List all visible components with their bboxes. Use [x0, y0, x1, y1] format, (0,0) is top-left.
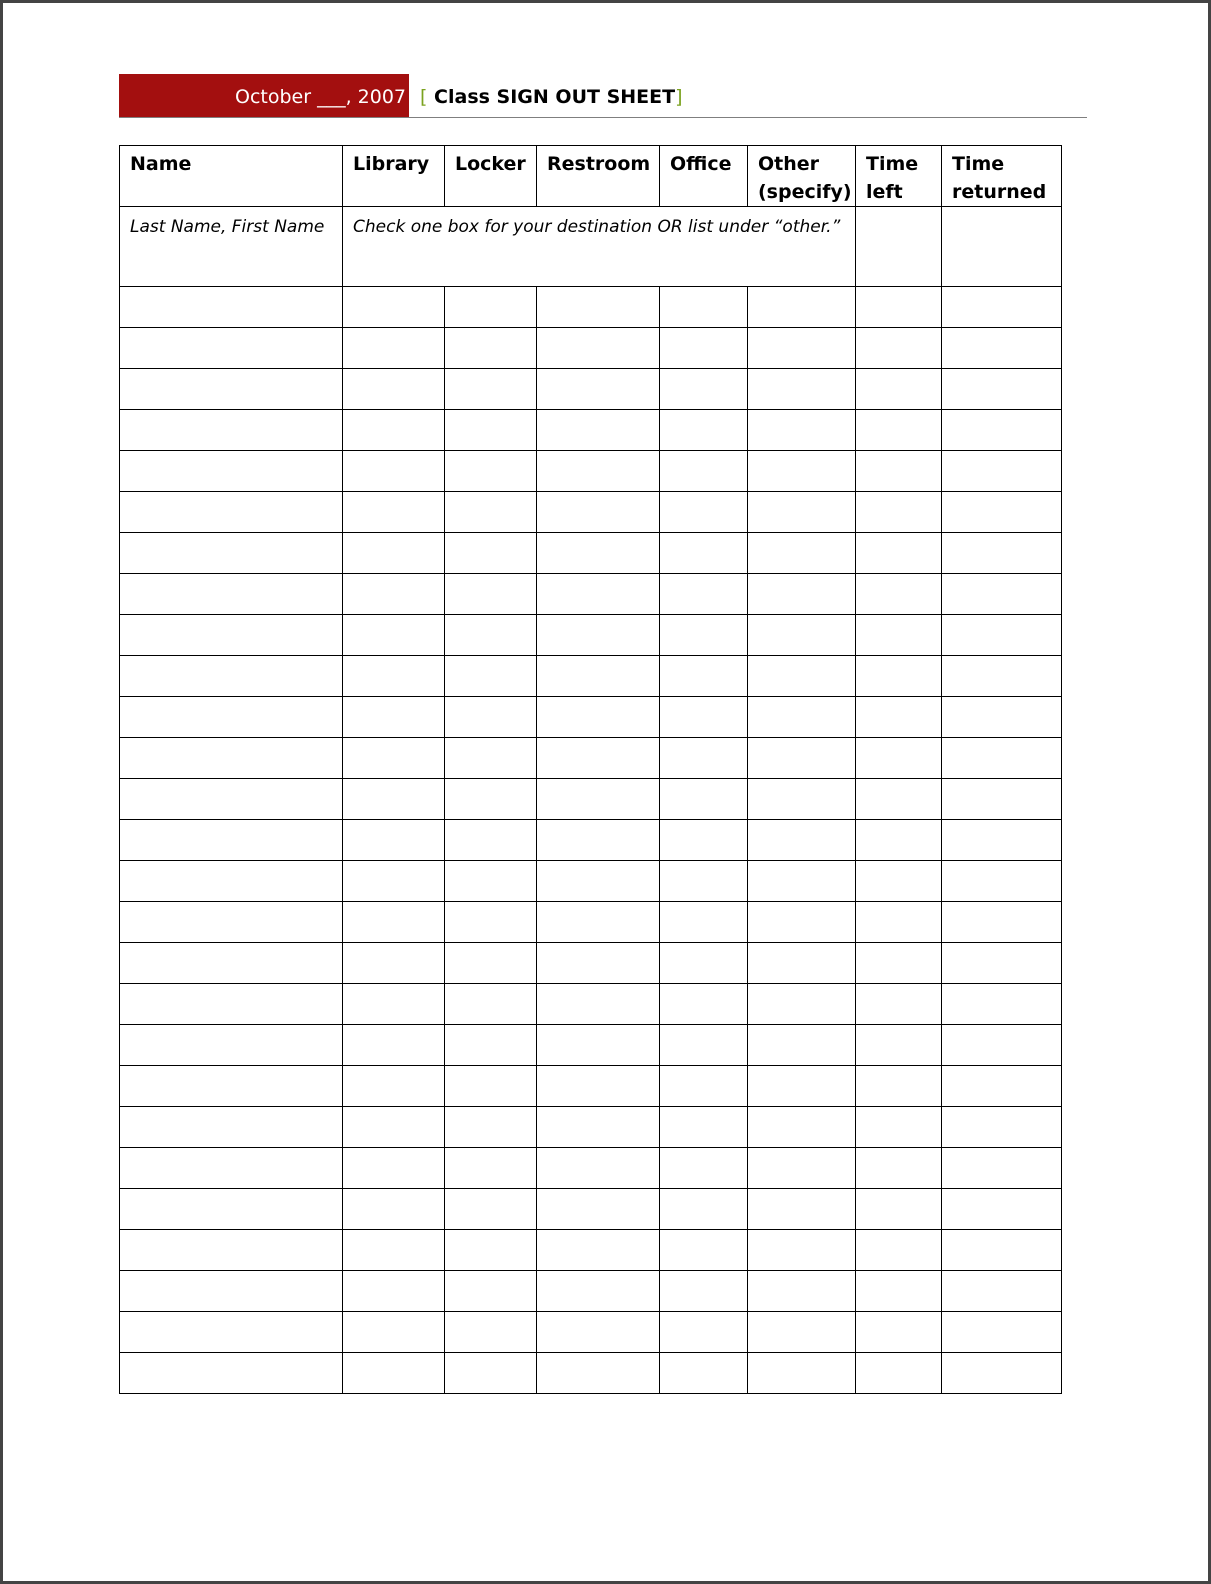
entry-cell-locker[interactable] — [445, 492, 537, 533]
entry-cell-name[interactable] — [120, 861, 343, 902]
table-row — [120, 615, 1062, 656]
entry-cell-time-returned[interactable] — [942, 533, 1062, 574]
entry-cell-library[interactable] — [343, 1271, 445, 1312]
entry-cell-time-left[interactable] — [856, 943, 942, 984]
table-row — [120, 943, 1062, 984]
entry-cell-restroom[interactable] — [537, 410, 660, 451]
entry-cell-time-returned[interactable] — [942, 492, 1062, 533]
entry-cell-name[interactable] — [120, 1271, 343, 1312]
entry-cell-other[interactable] — [748, 1271, 856, 1312]
entry-cell-office[interactable] — [660, 1271, 748, 1312]
entry-cell-restroom[interactable] — [537, 1312, 660, 1353]
entry-cell-time-left[interactable] — [856, 697, 942, 738]
entry-cell-locker[interactable] — [445, 369, 537, 410]
table-row — [120, 984, 1062, 1025]
entry-cell-time-returned[interactable] — [942, 410, 1062, 451]
entry-cell-locker[interactable] — [445, 1312, 537, 1353]
table-row — [120, 861, 1062, 902]
entry-cell-time-returned[interactable] — [942, 1353, 1062, 1394]
table-row — [120, 1148, 1062, 1189]
entry-cell-name[interactable] — [120, 738, 343, 779]
table-row — [120, 492, 1062, 533]
entry-cell-time-left[interactable] — [856, 533, 942, 574]
entry-cell-locker[interactable] — [445, 1189, 537, 1230]
entry-cell-time-left[interactable] — [856, 410, 942, 451]
entry-cell-locker[interactable] — [445, 287, 537, 328]
entry-cell-time-left[interactable] — [856, 779, 942, 820]
entry-cell-time-left[interactable] — [856, 984, 942, 1025]
entry-cell-restroom[interactable] — [537, 492, 660, 533]
entry-cell-restroom[interactable] — [537, 697, 660, 738]
entry-cell-time-returned[interactable] — [942, 287, 1062, 328]
entry-cell-time-returned[interactable] — [942, 902, 1062, 943]
entry-cell-other[interactable] — [748, 1189, 856, 1230]
entry-cell-locker[interactable] — [445, 779, 537, 820]
entry-cell-time-left[interactable] — [856, 738, 942, 779]
entry-cell-other[interactable] — [748, 1025, 856, 1066]
entry-cell-time-left[interactable] — [856, 1230, 942, 1271]
entry-cell-library[interactable] — [343, 369, 445, 410]
entry-cell-library[interactable] — [343, 1148, 445, 1189]
entry-cell-time-left[interactable] — [856, 1148, 942, 1189]
entry-cell-time-returned[interactable] — [942, 615, 1062, 656]
entry-cell-locker[interactable] — [445, 984, 537, 1025]
entry-cell-library[interactable] — [343, 1107, 445, 1148]
entry-cell-locker[interactable] — [445, 1148, 537, 1189]
entry-cell-office[interactable] — [660, 1312, 748, 1353]
entry-cell-name[interactable] — [120, 533, 343, 574]
entry-cell-locker[interactable] — [445, 1066, 537, 1107]
entry-cell-library[interactable] — [343, 328, 445, 369]
table-row — [120, 1066, 1062, 1107]
column-header-time-returned: Time returned — [942, 146, 1062, 207]
entry-cell-other[interactable] — [748, 943, 856, 984]
table-row — [120, 697, 1062, 738]
entry-cell-restroom[interactable] — [537, 1353, 660, 1394]
table-row — [120, 902, 1062, 943]
entry-cell-time-returned[interactable] — [942, 861, 1062, 902]
entry-cell-time-returned[interactable] — [942, 779, 1062, 820]
entry-cell-time-returned[interactable] — [942, 656, 1062, 697]
table-row — [120, 779, 1062, 820]
entry-cell-office[interactable] — [660, 1025, 748, 1066]
entry-cell-locker[interactable] — [445, 1025, 537, 1066]
table-row — [120, 1353, 1062, 1394]
entry-cell-time-left[interactable] — [856, 574, 942, 615]
entry-cell-time-returned[interactable] — [942, 1189, 1062, 1230]
column-header-library: Library — [343, 146, 445, 207]
entry-cell-locker[interactable] — [445, 451, 537, 492]
entry-cell-other[interactable] — [748, 1312, 856, 1353]
entry-cell-other[interactable] — [748, 902, 856, 943]
entry-cell-name[interactable] — [120, 697, 343, 738]
entry-cell-other[interactable] — [748, 738, 856, 779]
entry-cell-name[interactable] — [120, 1107, 343, 1148]
table-row — [120, 1189, 1062, 1230]
name-format-hint: Last Name, First Name — [120, 207, 343, 287]
entry-cell-other[interactable] — [748, 861, 856, 902]
entry-cell-time-returned[interactable] — [942, 369, 1062, 410]
entry-cell-name[interactable] — [120, 410, 343, 451]
title-bracket-open: [ — [420, 86, 428, 108]
table-row — [120, 656, 1062, 697]
entry-cell-restroom[interactable] — [537, 369, 660, 410]
entry-cell-restroom[interactable] — [537, 1230, 660, 1271]
date-label: October ___, 2007 — [235, 86, 407, 108]
entry-cell-other[interactable] — [748, 1230, 856, 1271]
entry-cell-name[interactable] — [120, 656, 343, 697]
entry-cell-time-returned[interactable] — [942, 1148, 1062, 1189]
entry-cell-library[interactable] — [343, 1066, 445, 1107]
entry-cell-restroom[interactable] — [537, 1107, 660, 1148]
entry-cell-other[interactable] — [748, 328, 856, 369]
entry-cell-office[interactable] — [660, 1230, 748, 1271]
entry-cell-office[interactable] — [660, 902, 748, 943]
entry-cell-time-returned[interactable] — [942, 1107, 1062, 1148]
entry-cell-name[interactable] — [120, 1148, 343, 1189]
entry-cell-office[interactable] — [660, 1148, 748, 1189]
title-text: Class SIGN OUT SHEET — [427, 86, 676, 108]
entry-cell-restroom[interactable] — [537, 574, 660, 615]
entry-cell-locker[interactable] — [445, 1107, 537, 1148]
entry-cell-office[interactable] — [660, 1189, 748, 1230]
entry-cell-library[interactable] — [343, 615, 445, 656]
entry-cell-restroom[interactable] — [537, 328, 660, 369]
entry-cell-name[interactable] — [120, 779, 343, 820]
entry-cell-office[interactable] — [660, 738, 748, 779]
entry-cell-restroom[interactable] — [537, 656, 660, 697]
column-header-office: Office — [660, 146, 748, 207]
entry-cell-locker[interactable] — [445, 738, 537, 779]
entry-cell-office[interactable] — [660, 492, 748, 533]
destination-hint: Check one box for your destination OR list under “other.” — [343, 207, 856, 287]
entry-cell-library[interactable] — [343, 697, 445, 738]
entry-cell-other[interactable] — [748, 574, 856, 615]
entry-cell-other[interactable] — [748, 779, 856, 820]
table-row — [120, 533, 1062, 574]
entry-cell-time-left[interactable] — [856, 451, 942, 492]
entry-cell-library[interactable] — [343, 492, 445, 533]
table-row — [120, 1025, 1062, 1066]
entry-cell-office[interactable] — [660, 287, 748, 328]
sheet-title — [420, 81, 683, 113]
entry-cell-locker[interactable] — [445, 861, 537, 902]
entry-cell-locker[interactable] — [445, 328, 537, 369]
entry-cell-locker[interactable] — [445, 1353, 537, 1394]
entry-cell-time-left[interactable] — [856, 861, 942, 902]
entry-cell-other[interactable] — [748, 1353, 856, 1394]
entry-cell-other[interactable] — [748, 697, 856, 738]
entry-cell-library[interactable] — [343, 902, 445, 943]
entry-cell-time-left[interactable] — [856, 1066, 942, 1107]
entry-cell-time-returned[interactable] — [942, 1271, 1062, 1312]
entry-cell-restroom[interactable] — [537, 533, 660, 574]
entry-cell-locker[interactable] — [445, 1230, 537, 1271]
entry-cell-other[interactable] — [748, 615, 856, 656]
entry-cell-time-returned[interactable] — [942, 984, 1062, 1025]
entry-cell-name[interactable] — [120, 615, 343, 656]
entry-cell-restroom[interactable] — [537, 1271, 660, 1312]
entry-cell-locker[interactable] — [445, 410, 537, 451]
entry-cell-library[interactable] — [343, 1189, 445, 1230]
entry-cell-time-returned[interactable] — [942, 328, 1062, 369]
entry-cell-restroom[interactable] — [537, 820, 660, 861]
entry-cell-locker[interactable] — [445, 820, 537, 861]
entry-cell-time-left[interactable] — [856, 902, 942, 943]
entry-cell-library[interactable] — [343, 410, 445, 451]
table-row — [120, 1271, 1062, 1312]
entry-cell-time-left[interactable] — [856, 287, 942, 328]
table-row — [120, 410, 1062, 451]
entry-cell-library[interactable] — [343, 533, 445, 574]
entry-cell-name[interactable] — [120, 1312, 343, 1353]
entry-cell-office[interactable] — [660, 1353, 748, 1394]
title-bracket-close: ] — [675, 86, 683, 108]
entry-cell-restroom[interactable] — [537, 984, 660, 1025]
entry-cell-office[interactable] — [660, 1066, 748, 1107]
entry-cell-name[interactable] — [120, 369, 343, 410]
sign-out-table — [119, 145, 1062, 1394]
column-header-locker: Locker — [445, 146, 537, 207]
entry-cell-name[interactable] — [120, 820, 343, 861]
entry-cell-name[interactable] — [120, 984, 343, 1025]
entry-cell-restroom[interactable] — [537, 779, 660, 820]
entry-cell-restroom[interactable] — [537, 1066, 660, 1107]
entry-cell-office[interactable] — [660, 410, 748, 451]
entry-cell-library[interactable] — [343, 984, 445, 1025]
column-header-other: Other (specify) — [748, 146, 856, 207]
entry-cell-locker[interactable] — [445, 533, 537, 574]
entry-cell-time-returned[interactable] — [942, 574, 1062, 615]
entry-cell-time-returned[interactable] — [942, 451, 1062, 492]
entry-cell-time-returned[interactable] — [942, 1230, 1062, 1271]
entry-cell-restroom[interactable] — [537, 1025, 660, 1066]
entry-cell-time-left[interactable] — [856, 1353, 942, 1394]
entry-cell-office[interactable] — [660, 861, 748, 902]
entry-cell-time-left[interactable] — [856, 1189, 942, 1230]
entry-cell-name[interactable] — [120, 328, 343, 369]
entry-cell-library[interactable] — [343, 287, 445, 328]
entry-cell-office[interactable] — [660, 656, 748, 697]
entry-cell-other[interactable] — [748, 410, 856, 451]
entry-cell-name[interactable] — [120, 451, 343, 492]
table-row — [120, 820, 1062, 861]
entry-cell-locker[interactable] — [445, 615, 537, 656]
entry-cell-office[interactable] — [660, 697, 748, 738]
entry-cell-time-returned[interactable] — [942, 1025, 1062, 1066]
entry-cell-time-returned[interactable] — [942, 1066, 1062, 1107]
entry-cell-restroom[interactable] — [537, 287, 660, 328]
column-header-row — [120, 146, 1062, 207]
entry-cell-name[interactable] — [120, 1230, 343, 1271]
entry-cell-time-left[interactable] — [856, 656, 942, 697]
entry-cell-other[interactable] — [748, 369, 856, 410]
table-row — [120, 1230, 1062, 1271]
entry-cell-other[interactable] — [748, 656, 856, 697]
entry-cell-library[interactable] — [343, 1312, 445, 1353]
entry-cell-other[interactable] — [748, 1148, 856, 1189]
entry-cell-other[interactable] — [748, 533, 856, 574]
header-divider — [119, 117, 1087, 118]
table-row — [120, 574, 1062, 615]
date-banner — [119, 74, 409, 118]
entry-cell-time-left[interactable] — [856, 328, 942, 369]
entry-cell-name[interactable] — [120, 1189, 343, 1230]
entry-cell-time-returned[interactable] — [942, 820, 1062, 861]
entry-cell-locker[interactable] — [445, 697, 537, 738]
table-row — [120, 1107, 1062, 1148]
entry-cell-name[interactable] — [120, 943, 343, 984]
entry-cell-office[interactable] — [660, 820, 748, 861]
entry-cell-locker[interactable] — [445, 656, 537, 697]
entry-cell-locker[interactable] — [445, 1271, 537, 1312]
entry-cell-restroom[interactable] — [537, 943, 660, 984]
entry-cell-time-left[interactable] — [856, 1312, 942, 1353]
column-header-name: Name — [120, 146, 343, 207]
entry-cell-library[interactable] — [343, 656, 445, 697]
table-row — [120, 328, 1062, 369]
entry-cell-locker[interactable] — [445, 902, 537, 943]
entry-cell-time-left[interactable] — [856, 369, 942, 410]
entry-cell-other[interactable] — [748, 492, 856, 533]
entry-cell-restroom[interactable] — [537, 451, 660, 492]
entry-cell-office[interactable] — [660, 779, 748, 820]
entry-cell-restroom[interactable] — [537, 1148, 660, 1189]
entry-cell-restroom[interactable] — [537, 902, 660, 943]
table-row — [120, 287, 1062, 328]
entry-cell-time-left[interactable] — [856, 615, 942, 656]
entry-cell-time-returned[interactable] — [942, 738, 1062, 779]
column-header-restroom: Restroom — [537, 146, 660, 207]
entry-cell-name[interactable] — [120, 492, 343, 533]
entry-cell-library[interactable] — [343, 1353, 445, 1394]
entry-cell-library[interactable] — [343, 943, 445, 984]
table-row — [120, 1312, 1062, 1353]
entry-cell-other[interactable] — [748, 287, 856, 328]
entry-cell-other[interactable] — [748, 984, 856, 1025]
entry-cell-name[interactable] — [120, 1353, 343, 1394]
entry-cell-locker[interactable] — [445, 574, 537, 615]
signout-entries — [120, 287, 1062, 1394]
entry-cell-office[interactable] — [660, 451, 748, 492]
entry-cell-time-left[interactable] — [856, 820, 942, 861]
entry-cell-library[interactable] — [343, 1230, 445, 1271]
entry-cell-office[interactable] — [660, 943, 748, 984]
entry-cell-time-left[interactable] — [856, 492, 942, 533]
entry-cell-library[interactable] — [343, 1025, 445, 1066]
entry-cell-library[interactable] — [343, 738, 445, 779]
entry-cell-library[interactable] — [343, 574, 445, 615]
entry-cell-restroom[interactable] — [537, 738, 660, 779]
entry-cell-name[interactable] — [120, 1025, 343, 1066]
entry-cell-office[interactable] — [660, 1107, 748, 1148]
entry-cell-restroom[interactable] — [537, 615, 660, 656]
entry-cell-office[interactable] — [660, 369, 748, 410]
entry-cell-time-left[interactable] — [856, 1107, 942, 1148]
entry-cell-time-left[interactable] — [856, 1271, 942, 1312]
entry-cell-library[interactable] — [343, 779, 445, 820]
entry-cell-locker[interactable] — [445, 943, 537, 984]
column-header-time-left: Time left — [856, 146, 942, 207]
time-returned-cell[interactable] — [942, 207, 1062, 287]
entry-cell-time-returned[interactable] — [942, 697, 1062, 738]
entry-cell-library[interactable] — [343, 861, 445, 902]
entry-cell-office[interactable] — [660, 533, 748, 574]
table-row — [120, 738, 1062, 779]
entry-cell-library[interactable] — [343, 451, 445, 492]
entry-cell-other[interactable] — [748, 820, 856, 861]
entry-cell-other[interactable] — [748, 451, 856, 492]
entry-cell-office[interactable] — [660, 328, 748, 369]
entry-cell-office[interactable] — [660, 574, 748, 615]
entry-cell-other[interactable] — [748, 1066, 856, 1107]
entry-cell-office[interactable] — [660, 984, 748, 1025]
time-left-cell[interactable] — [856, 207, 942, 287]
entry-cell-restroom[interactable] — [537, 861, 660, 902]
entry-cell-restroom[interactable] — [537, 1189, 660, 1230]
entry-cell-name[interactable] — [120, 902, 343, 943]
entry-cell-name[interactable] — [120, 287, 343, 328]
table-row — [120, 369, 1062, 410]
entry-cell-time-returned[interactable] — [942, 943, 1062, 984]
entry-cell-other[interactable] — [748, 1107, 856, 1148]
instruction-row — [120, 207, 1062, 287]
entry-cell-time-left[interactable] — [856, 1025, 942, 1066]
entry-cell-time-returned[interactable] — [942, 1312, 1062, 1353]
entry-cell-office[interactable] — [660, 615, 748, 656]
entry-cell-name[interactable] — [120, 1066, 343, 1107]
table-row — [120, 451, 1062, 492]
entry-cell-library[interactable] — [343, 820, 445, 861]
entry-cell-name[interactable] — [120, 574, 343, 615]
